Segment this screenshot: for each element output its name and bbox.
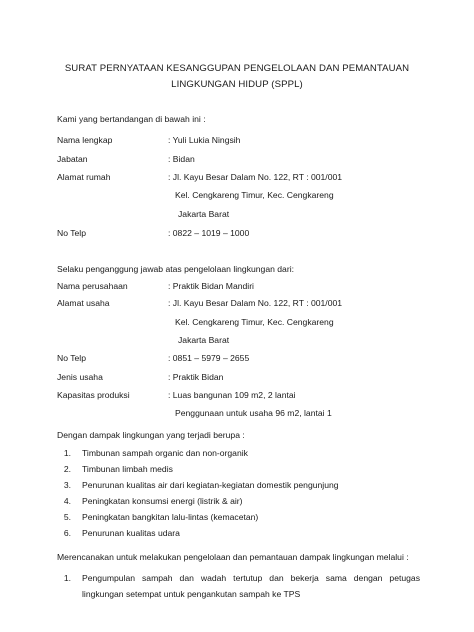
person-address-label: Alamat rumah: [57, 172, 111, 182]
company-phone-label: No Telp: [57, 353, 86, 363]
company-phone-value: : 0851 – 5979 – 2655: [168, 353, 250, 363]
person-address-line-1: : Jl. Kayu Besar Dalam No. 122, RT : 001/001: [168, 172, 343, 182]
company-address-line-1: : Jl. Kayu Besar Dalam No. 122, RT : 001/001: [168, 298, 343, 308]
impact-intro-text: Dengan dampak lingkungan yang terjadi berupa :: [57, 430, 245, 440]
intro-text: Kami yang bertandangan di bawah ini :: [57, 114, 206, 124]
impact-item-number: 1.: [63, 448, 71, 458]
company-capacity-line-1: : Luas bangunan 109 m2, 2 lantai: [168, 390, 296, 400]
person-address-line-3: Jakarta Barat: [178, 209, 230, 219]
impact-item-text: Timbunan sampah organic dan non-organik: [82, 448, 248, 458]
document-title-line-2: LINGKUNGAN HIDUP (SPPL): [171, 79, 303, 90]
person-address-line-2: Kel. Cengkareng Timur, Kec. Cengkareng: [175, 190, 334, 200]
company-address-line-2: Kel. Cengkareng Timur, Kec. Cengkareng: [175, 317, 334, 327]
company-capacity-line-2: Penggunaan untuk usaha 96 m2, lantai 1: [175, 408, 332, 418]
person-phone-value: : 0822 – 1019 – 1000: [168, 228, 250, 238]
impact-item-number: 5.: [63, 512, 71, 522]
company-name-value: : Praktik Bidan Mandiri: [168, 281, 254, 291]
person-position-value: : Bidan: [168, 154, 195, 164]
impact-item-text: Penurunan kualitas udara: [82, 528, 180, 538]
impact-item-text: Peningkatan bangkitan lalu-lintas (kemacetan): [82, 512, 259, 522]
company-type-value: : Praktik Bidan: [168, 372, 224, 382]
company-type-label: Jenis usaha: [57, 372, 103, 382]
person-phone-label: No Telp: [57, 228, 86, 238]
document-title-line-1: SURAT PERNYATAAN KESANGGUPAN PENGELOLAAN DAN PEMANTAUAN: [64, 63, 410, 74]
plan-item-line-2: lingkungan setempat untuk pengankutan sampah ke TPS: [82, 589, 301, 599]
impact-item-number: 6.: [63, 528, 71, 538]
impact-item-text: Timbunan limbah medis: [82, 464, 173, 474]
company-capacity-label: Kapasitas produksi: [57, 390, 130, 400]
plan-intro-text: Merencanakan untuk melakukan pengelolaan dan pemantauan dampak lingkungan melalui :: [57, 552, 409, 562]
impact-item-text: Peningkatan konsumsi energi (listrik & air): [82, 496, 243, 506]
impact-item-text: Penurunan kualitas air dari kegiatan-kegiatan domestik pengunjung: [82, 480, 339, 490]
plan-item-line-1: Pengumpulan sampah dan wadah tertutup dan bekerja sama dengan petugas: [82, 573, 420, 583]
company-name-label: Nama perusahaan: [57, 281, 128, 291]
impact-item-number: 2.: [63, 464, 71, 474]
company-address-label: Alamat usaha: [57, 298, 110, 308]
impact-item-number: 3.: [63, 480, 71, 490]
company-address-line-3: Jakarta Barat: [178, 335, 230, 345]
person-name-value: : Yuli Lukia Ningsih: [168, 135, 241, 145]
plan-item-number: 1.: [63, 573, 71, 583]
responsible-text: Selaku penganggung jawab atas pengelolaan lingkungan dari:: [57, 264, 294, 274]
person-position-label: Jabatan: [57, 154, 88, 164]
impact-item-number: 4.: [63, 496, 71, 506]
person-name-label: Nama lengkap: [57, 135, 113, 145]
